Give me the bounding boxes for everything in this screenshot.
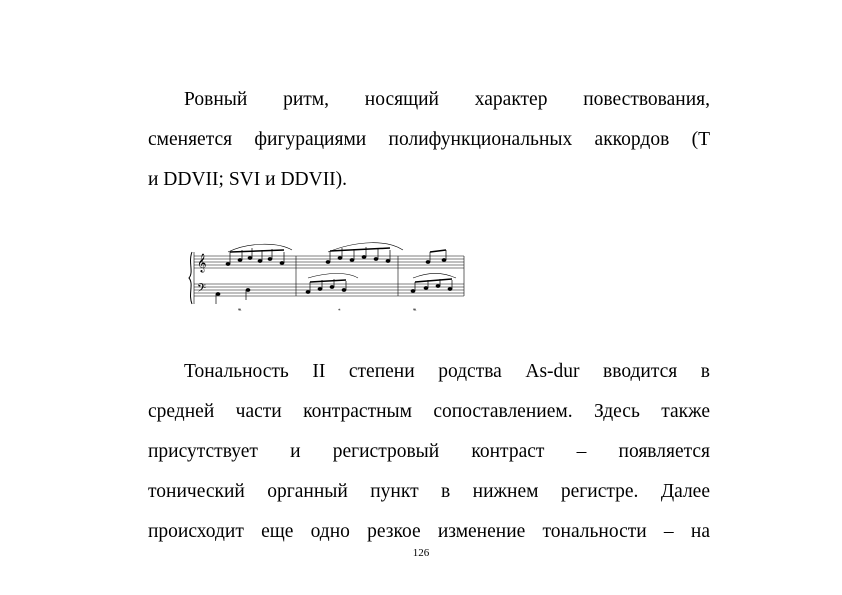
paragraph-2-line-4: тонический органный пункт в нижнем регистре. Далее [148, 481, 710, 502]
paragraph-1 [148, 80, 710, 200]
paragraph-2 [148, 352, 710, 552]
paragraph-2-line-5: происходит еще одно резкое изменение тональности – на [148, 521, 710, 542]
svg-text:𝆮: 𝆮 [413, 308, 417, 314]
svg-text:𝄞: 𝄞 [197, 253, 207, 272]
music-score-figure [188, 238, 468, 316]
paragraph-2-line-3: присутствует и регистровый контраст – появляется [148, 441, 710, 462]
paragraph-2-line-2: средней части контрастным сопоставлением. Здесь также [148, 401, 710, 422]
svg-text:𝄢: 𝄢 [197, 282, 207, 298]
paragraph-1-line-3: и DDVII; SVI и DDVII). [148, 169, 348, 190]
page-number: 126 [412, 547, 430, 559]
svg-text:𝆮: 𝆮 [238, 308, 242, 314]
paragraph-1-line-2: сменяется фигурациями полифункциональных аккордов (T [148, 129, 710, 150]
paragraph-2-line-1: Тональность II степени родства As-dur вводится в [184, 361, 710, 382]
svg-text:*: * [338, 308, 341, 314]
paragraph-1-line-1: Ровный ритм, носящий характер повествования, [184, 89, 710, 110]
